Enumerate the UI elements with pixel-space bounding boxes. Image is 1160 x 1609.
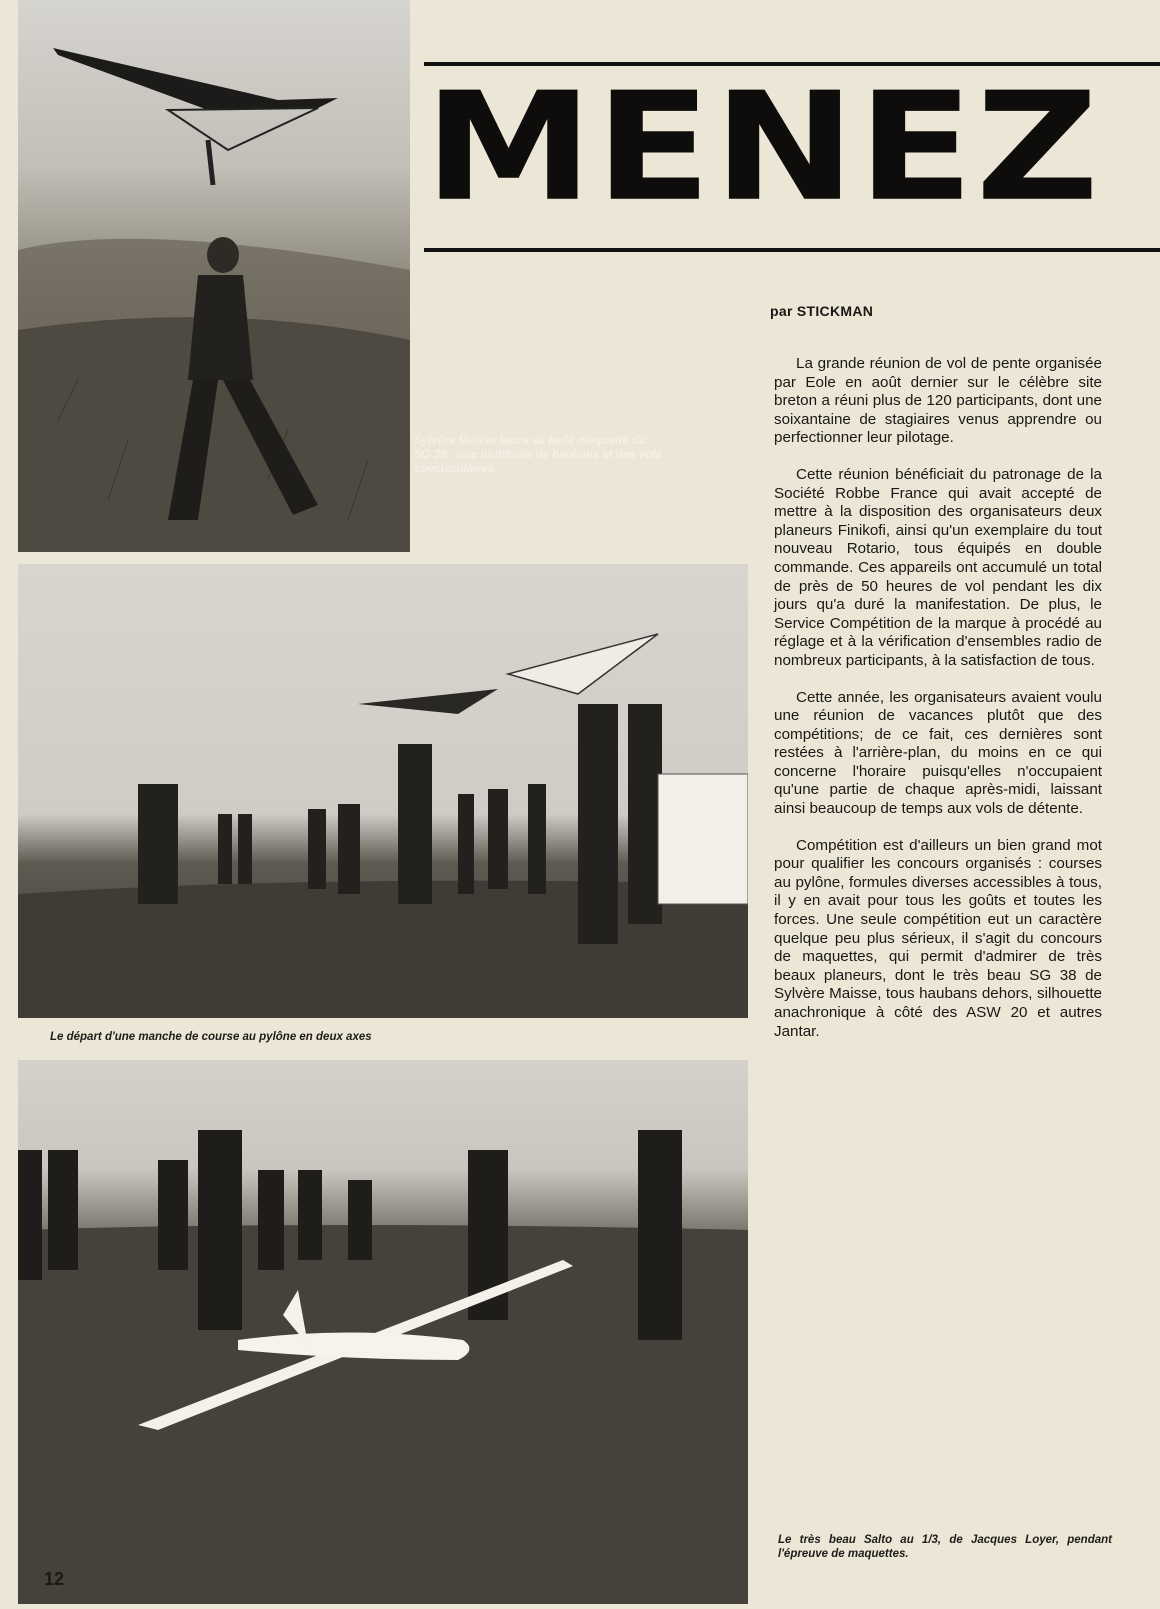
title-rule-top [424, 62, 1160, 66]
article-title: MENEZ [424, 72, 1101, 224]
photo-sg38-illustration [18, 0, 410, 552]
caption-photo3: Le très beau Salto au 1/3, de Jacques Loyer, pendant l'épreuve de maquettes. [778, 1534, 1112, 1560]
paragraph: La grande réunion de vol de pente organisée par Eole en août dernier sur le célèbre site breton a réuni plus de 120 participants, dont une soixantaine de stagiaires venus apprendre ou perfectionner leur pilotage. [774, 355, 1102, 447]
photo-salto-illustration [18, 1060, 748, 1604]
paragraph: Cette année, les organisateurs avaient voulu une réunion de vacances plutôt que des compétitions; de ce fait, ces dernières sont restées à l'arrière-plan, du moins en ce qui concerne l'horaire puisqu'elles n'occupaient qu'une partie de chaque après-midi, laissant ainsi beaucoup de temps aux vols de détente. [774, 688, 1102, 818]
article-body [774, 355, 1102, 1059]
photo-salto-glider [18, 1060, 748, 1604]
photo-pylon-illustration [18, 564, 748, 1018]
page-number: 12 [44, 1569, 65, 1589]
photo-sg38-launch [18, 0, 410, 552]
photo-pylon-race [18, 564, 748, 1018]
caption-photo1: Sylvère Maisse lance sa belle maquette du SG 38 : une multitude de haubans et des vols spectaculaires [414, 435, 662, 475]
paragraph: Compétition est d'ailleurs un bien grand mot pour qualifier les concours organisés : courses au pylône, formules diverses accessibles à tous, il y en avait pour tous les goûts et toutes les forces. Une seule compétition eut un caractère quelque peu plus sérieux, il s'agit du concours de maquettes, qui permit d'admirer de très beaux planeurs, dont le très beau SG 38 de Sylvère Maisse, tous haubans dehors, silhouette anachronique à côté des ASW 20 et autres Jantar. [774, 836, 1102, 1040]
paragraph: Cette réunion bénéficiait du patronage de la Société Robbe France qui avait accepté de mettre à la disposition des organisateurs deux planeurs Finikofi, ainsi qu'un exemplaire du tout nouveau Rotario, tous équipés en double commande. Ces appareils ont accumulé un total de près de 50 heures de vol pendant les dix jours qu'a duré la manifestation. De plus, le Service Compétition de la marque à procédé au réglage et à la vérification d'ensembles radio de nombreux participants, à la satisfaction de tous. [774, 465, 1102, 669]
title-rule-bottom [424, 248, 1160, 252]
byline: par STICKMAN [770, 303, 874, 319]
caption-photo2: Le départ d'une manche de course au pylône en deux axes [50, 1031, 372, 1043]
